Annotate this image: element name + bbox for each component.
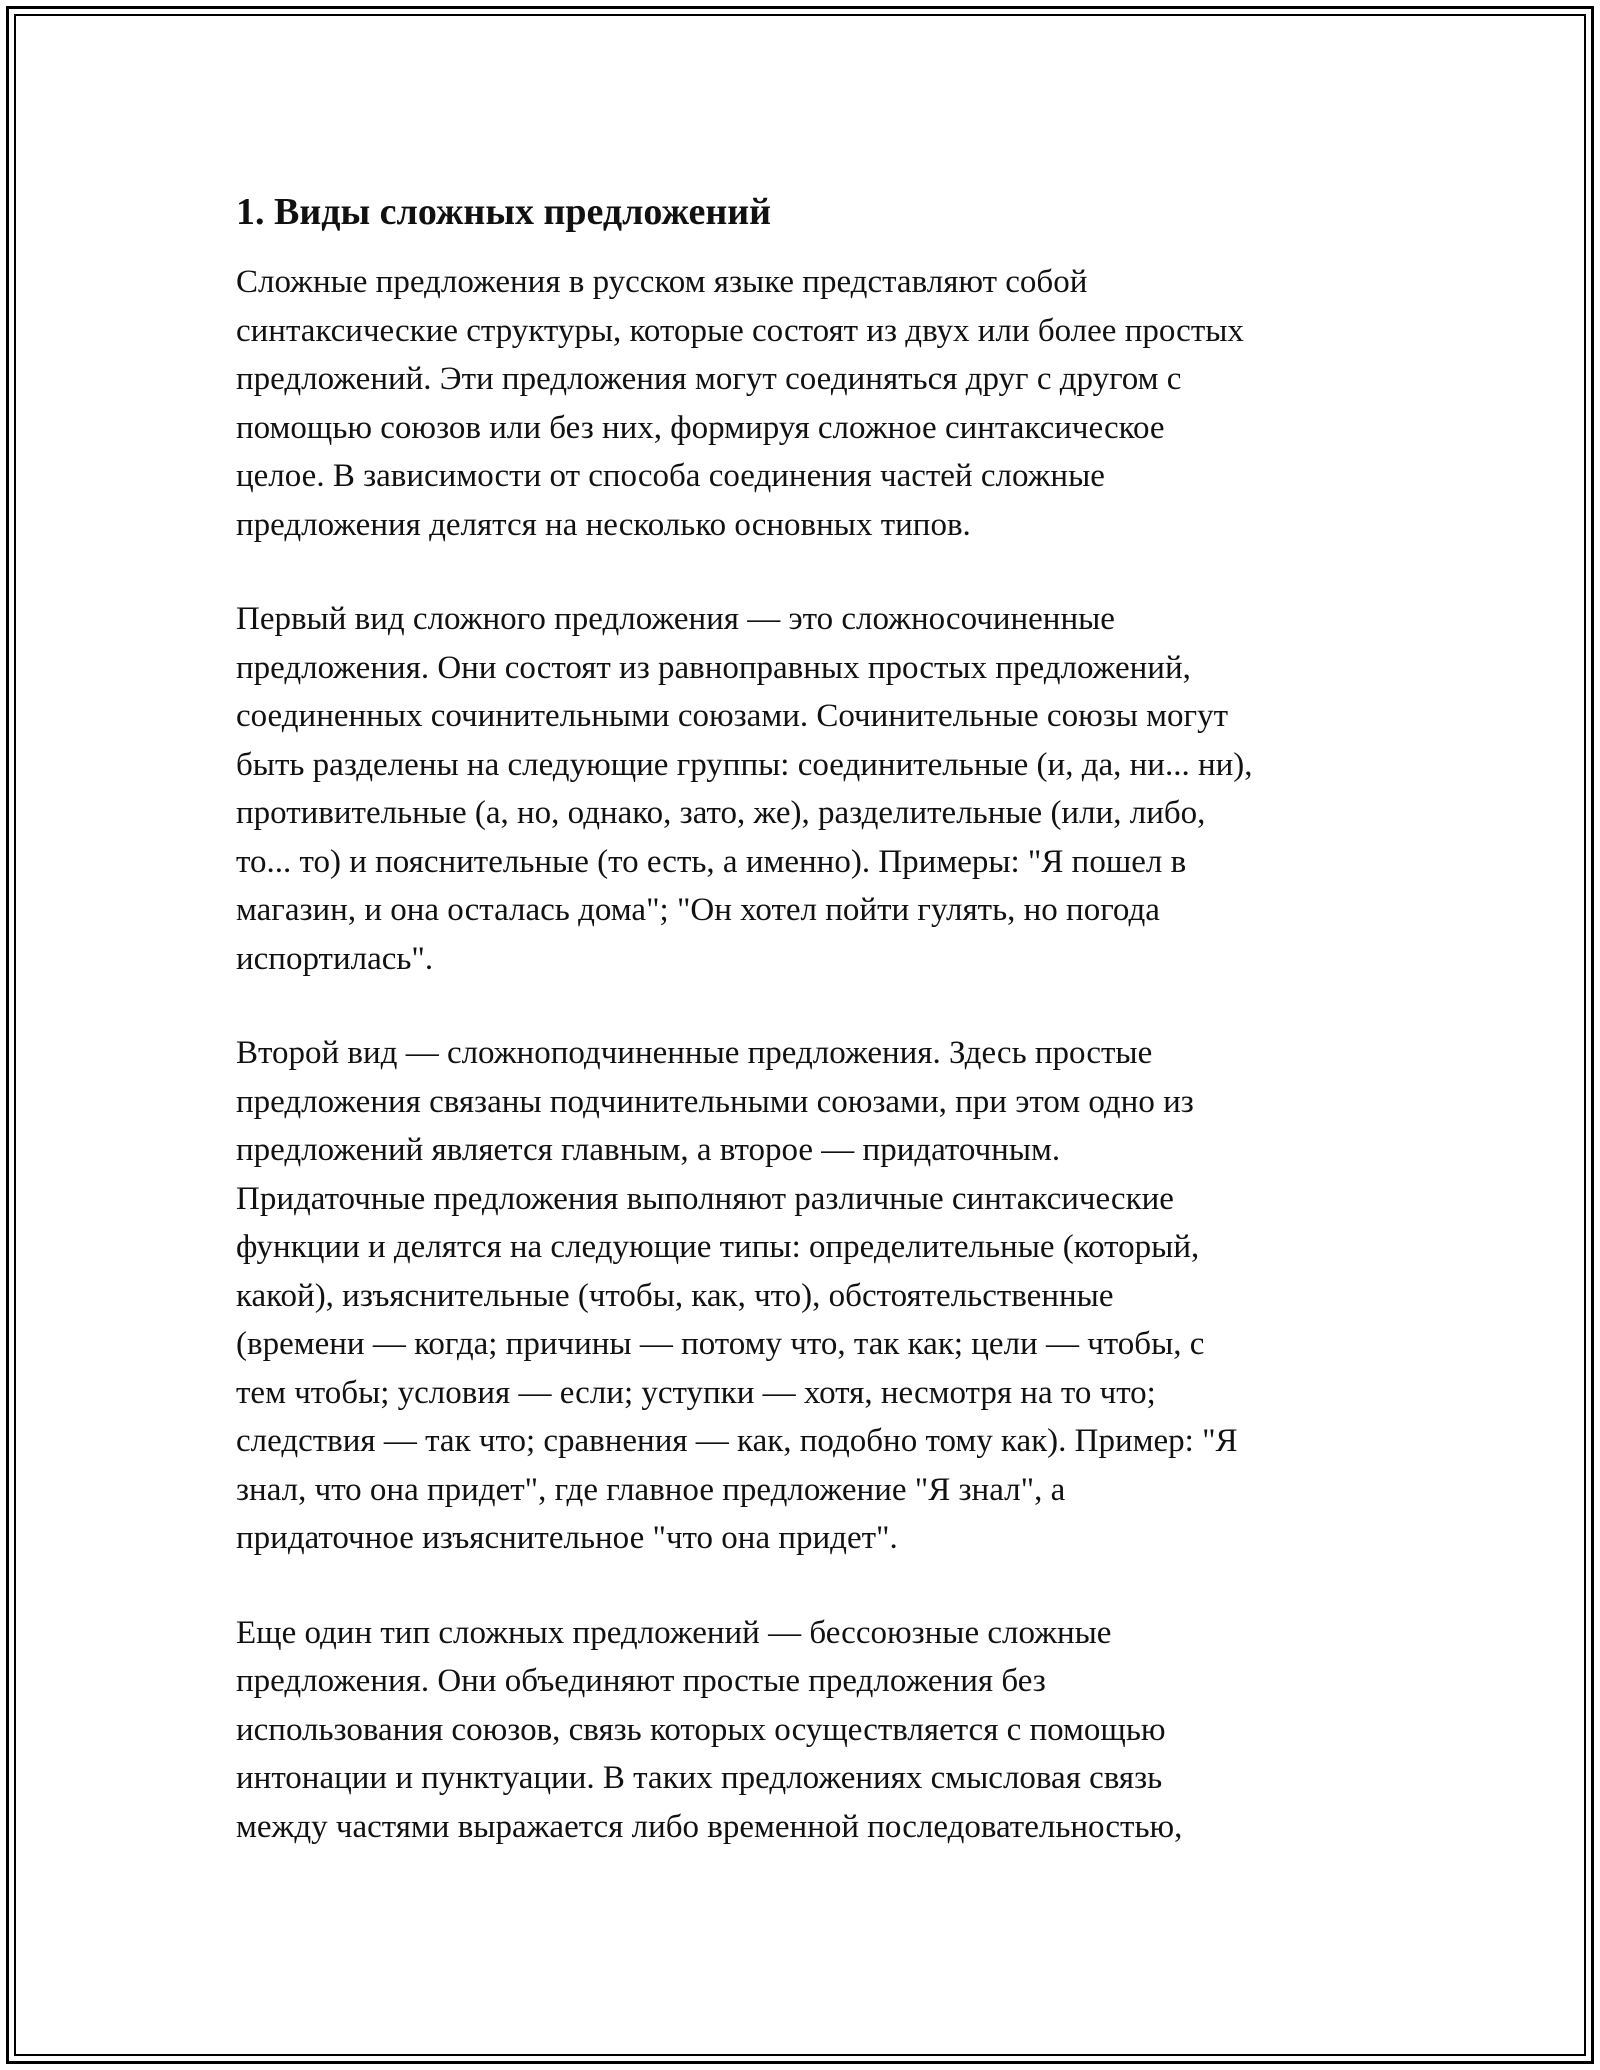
paragraph-1-line-1: Сложные предложения в русском языке представляют собой: [236, 264, 1088, 300]
paragraph-3-line-1: Второй вид — сложноподчиненные предложения. Здесь простые: [236, 1035, 1153, 1071]
paragraph-3-line-4: Придаточные предложения выполняют различные синтаксические: [236, 1180, 1174, 1217]
paragraph-2-line-4: быть разделены на следующие группы: соединительные (и, да, ни... ни),: [236, 746, 1253, 783]
paragraph-4-line-5: между частями выражается либо временной последовательностью,: [236, 1808, 1183, 1845]
paragraph-1-line-2: синтаксические структуры, которые состоят из двух или более простых: [236, 312, 1244, 349]
paragraph-3-line-2: предложения связаны подчинительными союзами, при этом одно из: [236, 1083, 1194, 1120]
paragraph-3-line-3: предложений является главным, а второе — придаточным.: [236, 1132, 1061, 1168]
paragraph-2-line-2: предложения. Они состоят из равноправных простых предложений,: [236, 649, 1191, 686]
paragraph-1-line-4: помощью союзов или без них, формируя сложное синтаксическое: [236, 409, 1165, 446]
paragraph-3-line-9: следствия — так что; сравнения — как, подобно тому как). Пример: "Я: [236, 1423, 1238, 1459]
paragraph-3-line-11: придаточное изъяснительное "что она придет".: [236, 1520, 898, 1556]
document-body: [236, 186, 1376, 1897]
paragraph-3-line-5: функции и делятся на следующие типы: определительные (который,: [236, 1229, 1200, 1265]
paragraph-2-line-7: магазин, и она осталась дома"; "Он хотел пойти гулять, но погода: [236, 892, 1160, 928]
paragraph-4-line-1: Еще один тип сложных предложений — бессоюзные сложные: [236, 1614, 1112, 1651]
paragraph-4-line-4: интонации и пунктуации. В таких предложениях смысловая связь: [236, 1760, 1163, 1796]
paragraph-2-line-1: Первый вид сложного предложения — это сложносочиненные: [236, 601, 1115, 637]
paragraph-2-line-6: то... то) и пояснительные (то есть, а именно). Примеры: "Я пошел в: [236, 843, 1187, 880]
paragraph-4: [236, 1609, 1376, 1852]
paragraph-1: [236, 258, 1376, 549]
paragraph-4-line-2: предложения. Они объединяют простые предложения без: [236, 1663, 1046, 1699]
paragraph-2-line-3: соединенных сочинительными союзами. Сочинительные союзы могут: [236, 698, 1229, 734]
paragraph-3-line-7: (времени — когда; причины — потому что, так как; цели — чтобы, с: [236, 1326, 1205, 1362]
section-heading: 1. Виды сложных предложений: [236, 191, 772, 233]
paragraph-3-line-8: тем чтобы; условия — если; уступки — хотя, несмотря на то что;: [236, 1374, 1156, 1411]
paragraph-2: [236, 595, 1376, 983]
paragraph-2-line-8: испортилась".: [236, 940, 434, 977]
paragraph-4-line-3: использования союзов, связь которых осуществляется с помощью: [236, 1711, 1166, 1748]
paragraph-3-line-6: какой), изъяснительные (чтобы, как, что), обстоятельственные: [236, 1277, 1114, 1314]
paragraph-3: [236, 1029, 1376, 1563]
paragraph-3-line-10: знал, что она придет", где главное предложение "Я знал", а: [236, 1471, 1066, 1508]
paragraph-1-line-6: предложения делятся на несколько основных типов.: [236, 506, 971, 543]
paragraph-1-line-5: целое. В зависимости от способа соединения частей сложные: [236, 458, 1105, 494]
paragraph-2-line-5: противительные (а, но, однако, зато, же), разделительные (или, либо,: [236, 795, 1206, 831]
paragraph-1-line-3: предложений. Эти предложения могут соединяться друг с другом с: [236, 361, 1182, 397]
